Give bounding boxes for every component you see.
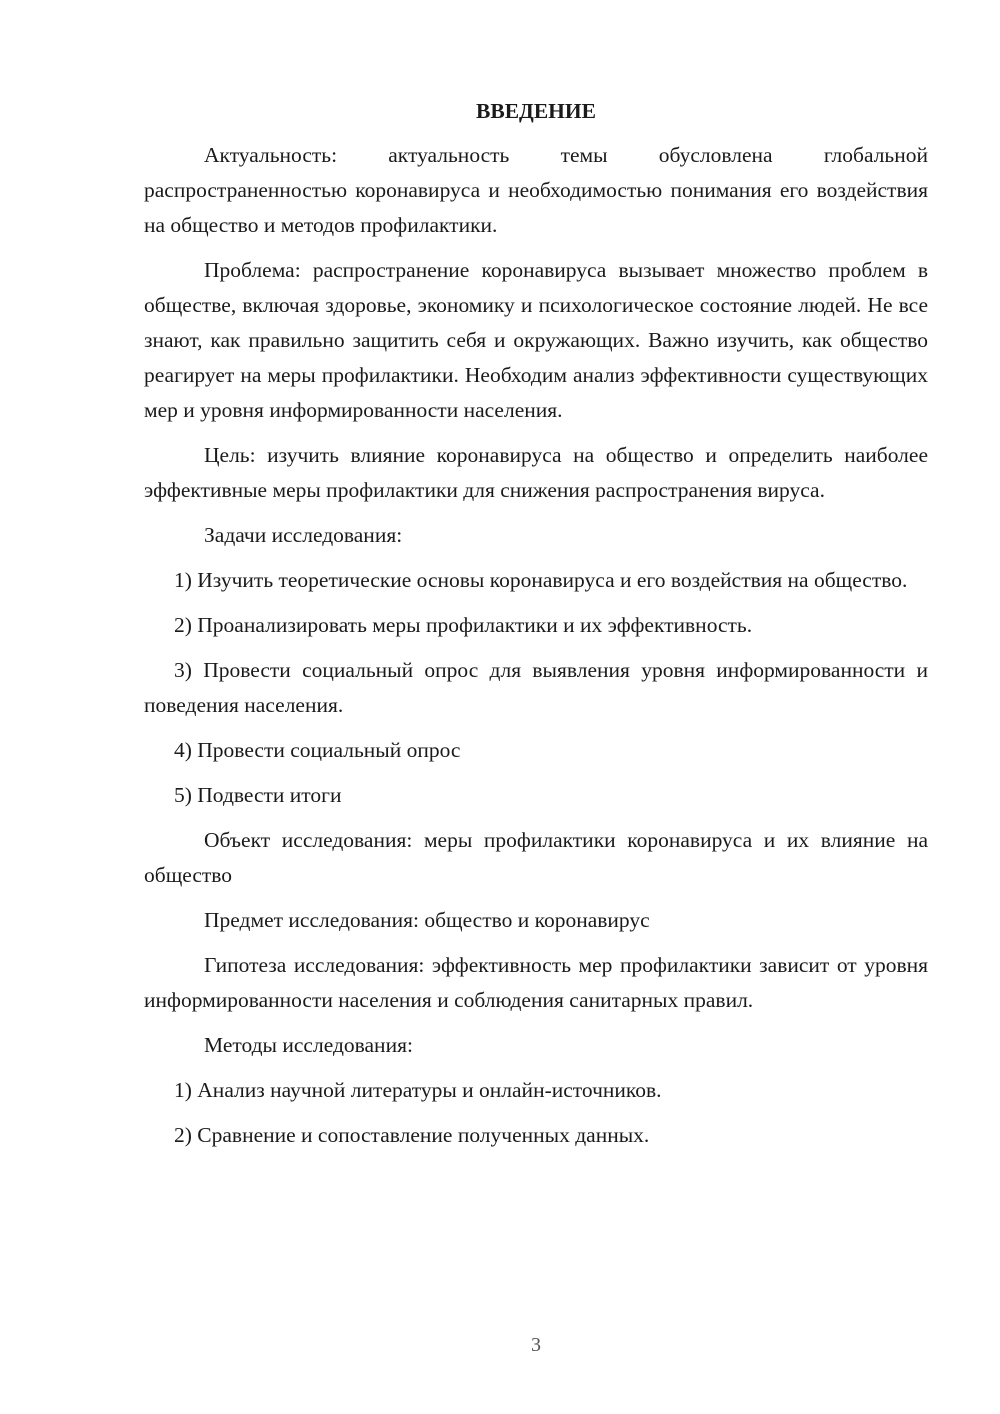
page-number: 3 <box>531 1334 541 1356</box>
task-item-5: 5) Подвести итоги <box>174 783 342 807</box>
page-title: ВВЕДЕНИЕ <box>476 99 596 123</box>
object-paragraph: Объект исследования: меры профилактики коронавируса и их влияние на общество <box>144 828 928 887</box>
goal-paragraph: Цель: изучить влияние коронавируса на общество и определить наиболее эффективные меры профилактики для снижения распространения вируса. <box>144 443 928 502</box>
method-item-2: 2) Сравнение и сопоставление полученных данных. <box>174 1123 650 1147</box>
task-item-4: 4) Провести социальный опрос <box>174 738 461 762</box>
page-content <box>144 92 928 1163</box>
task-item-3: 3) Провести социальный опрос для выявления уровня информированности и поведения населения. <box>144 658 928 717</box>
tasks-heading: Задачи исследования: <box>204 523 403 547</box>
hypothesis-paragraph: Гипотеза исследования: эффективность мер профилактики зависит от уровня информированности населения и соблюдения санитарных правил. <box>144 953 928 1012</box>
task-item-1: 1) Изучить теоретические основы коронавируса и его воздействия на общество. <box>174 568 908 592</box>
task-item-2: 2) Проанализировать меры профилактики и их эффективность. <box>174 613 753 637</box>
method-item-1: 1) Анализ научной литературы и онлайн-источников. <box>174 1078 662 1102</box>
problem-paragraph: Проблема: распространение коронавируса вызывает множество проблем в обществе, включая здоровье, экономику и психологическое состояние людей. Не все знают, как правильно защитить себя и окружающих. Важно изучить, как общество реагирует на меры профилактики. Необходим анализ эффективности существующих мер и уровня информированности населения. <box>144 258 928 422</box>
methods-heading: Методы исследования: <box>204 1033 413 1057</box>
subject-paragraph: Предмет исследования: общество и коронавирус <box>204 908 650 932</box>
relevance-paragraph: Актуальность: актуальность темы обусловлена глобальной распространенностью коронавируса и необходимостью понимания его воздействия на общество и методов профилактики. <box>144 143 928 237</box>
